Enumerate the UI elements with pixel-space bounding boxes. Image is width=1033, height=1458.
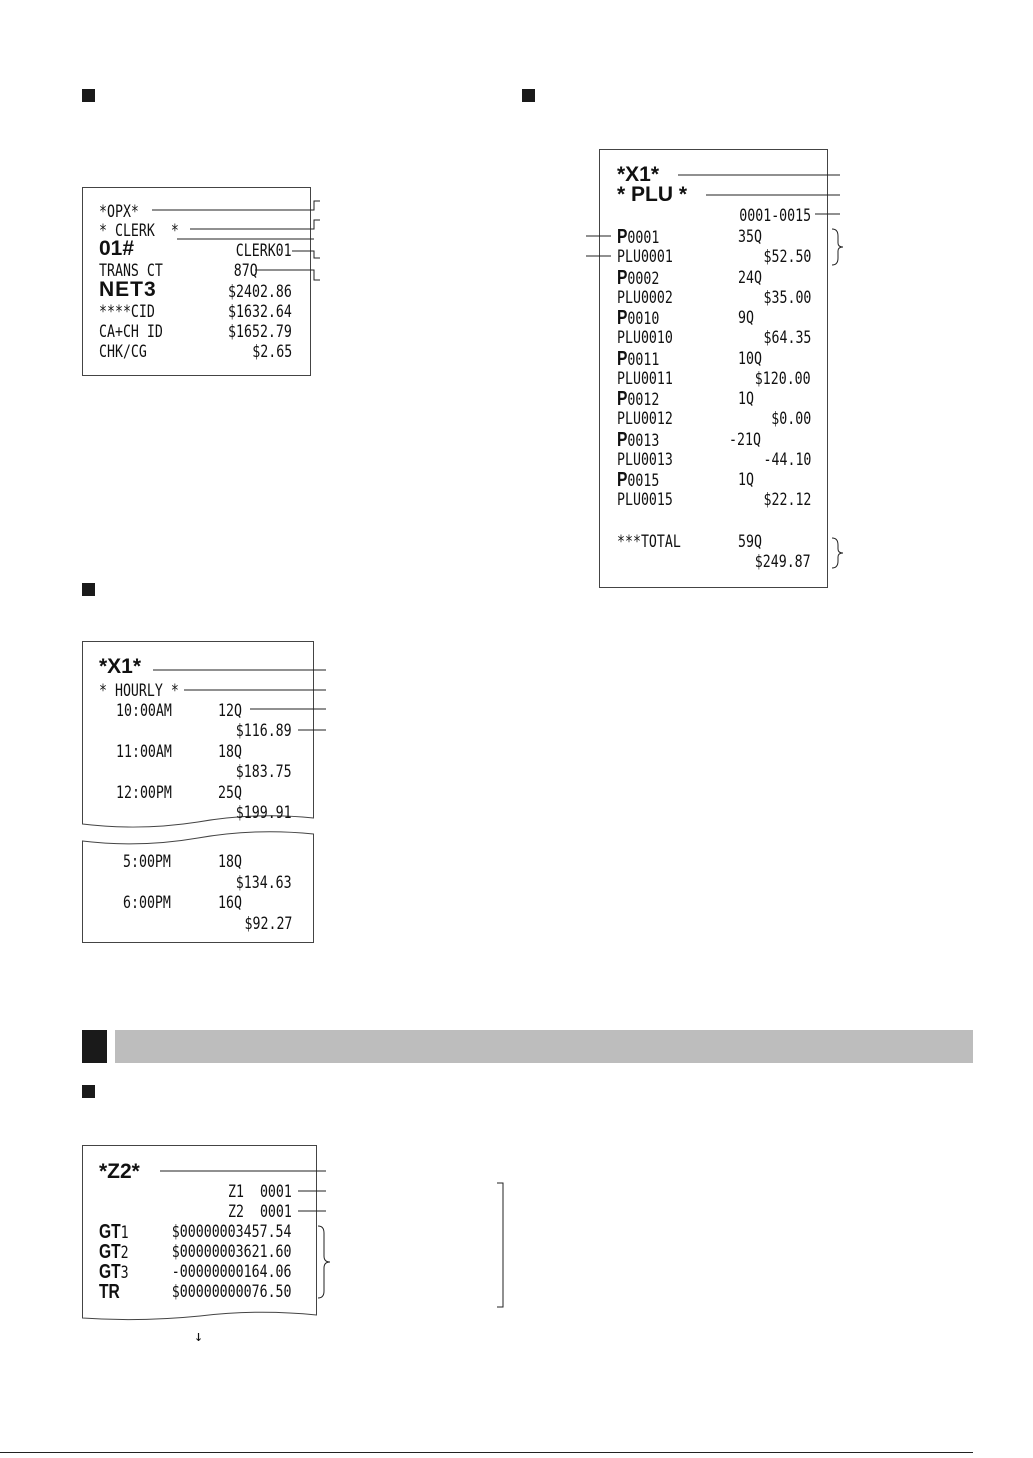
plu-item-name: PLU0015 bbox=[617, 490, 673, 510]
z2-header: *Z2* bbox=[99, 1160, 140, 1183]
z2-row-label-letters: GT bbox=[99, 1241, 121, 1263]
plu-total-label: ***TOTAL bbox=[617, 532, 681, 552]
z2-row-label-index: 3 bbox=[120, 1263, 129, 1283]
opx-row-value: $2402.86 bbox=[228, 282, 292, 302]
z2-row-label-letters: GT bbox=[99, 1221, 121, 1243]
plu-title: * PLU * bbox=[617, 183, 688, 206]
hourly-count: 16Q bbox=[218, 893, 242, 913]
z2-z2-counter: Z2 0001 bbox=[228, 1202, 292, 1222]
plu-item-amount: -44.10 bbox=[763, 450, 811, 470]
hourly-time: 10:00AM bbox=[116, 701, 172, 721]
hourly-count: 18Q bbox=[218, 852, 242, 872]
opx-row-label: NET3 bbox=[99, 278, 157, 301]
plu-item-amount: $64.35 bbox=[763, 328, 811, 348]
plu-item-qty: -21Q bbox=[729, 430, 761, 450]
opx-row-value: $1652.79 bbox=[228, 322, 292, 342]
opx-row-label: ****CID bbox=[99, 302, 155, 322]
plu-item-p-letter: P bbox=[617, 267, 628, 289]
plu-item-p-number: 0012 bbox=[627, 390, 660, 410]
opx-header: *OPX* bbox=[99, 202, 139, 222]
z2-row-label-letters: TR bbox=[99, 1281, 120, 1303]
hourly-count: 25Q bbox=[218, 783, 242, 803]
hourly-time: 5:00PM bbox=[123, 852, 171, 872]
plu-item-p-number: 0013 bbox=[627, 431, 660, 451]
z2-row-value: $00000003621.60 bbox=[172, 1242, 292, 1262]
z2-row-value: $00000000076.50 bbox=[172, 1282, 292, 1302]
plu-item-p-letter: P bbox=[617, 388, 628, 410]
opx-row-label: TRANS CT bbox=[99, 261, 163, 281]
plu-item-amount: $52.50 bbox=[763, 247, 811, 267]
hourly-count: 12Q bbox=[218, 701, 242, 721]
opx-row-label: CA+CH ID bbox=[99, 322, 163, 342]
plu-item-qty: 9Q bbox=[738, 308, 754, 328]
z2-z1-counter: Z1 0001 bbox=[228, 1182, 292, 1202]
opx-clerk-name: CLERK01 bbox=[236, 241, 292, 261]
opx-clerk-title: * CLERK * bbox=[99, 221, 179, 241]
plu-item-amount: $35.00 bbox=[763, 288, 811, 308]
hourly-title: * HOURLY * bbox=[99, 681, 179, 701]
plu-range: 0001-0015 bbox=[739, 206, 811, 226]
hourly-header: *X1* bbox=[99, 655, 142, 678]
hourly-amount: $92.27 bbox=[244, 914, 292, 934]
plu-item-p-number: 0010 bbox=[627, 309, 660, 329]
opx-row-value: 87Q bbox=[234, 261, 258, 281]
plu-item-p-number: 0015 bbox=[627, 471, 660, 491]
hourly-amount: $116.89 bbox=[236, 721, 292, 741]
plu-item-qty: 35Q bbox=[738, 227, 762, 247]
plu-item-p-letter: P bbox=[617, 469, 628, 491]
opx-row-value: $1632.64 bbox=[228, 302, 292, 322]
plu-item-p-number: 0002 bbox=[627, 269, 660, 289]
z2-row-label-index: 2 bbox=[120, 1243, 129, 1263]
plu-item-p-letter: P bbox=[617, 429, 628, 451]
plu-item-p-letter: P bbox=[617, 226, 628, 248]
plu-item-p-number: 0011 bbox=[627, 350, 660, 370]
plu-item-p-letter: P bbox=[617, 307, 628, 329]
z2-row-label-letters: GT bbox=[99, 1261, 121, 1283]
plu-item-name: PLU0011 bbox=[617, 369, 673, 389]
plu-item-name: PLU0013 bbox=[617, 450, 673, 470]
plu-item-name: PLU0002 bbox=[617, 288, 673, 308]
hourly-amount: $134.63 bbox=[236, 873, 292, 893]
plu-item-name: PLU0010 bbox=[617, 328, 673, 348]
plu-item-qty: 10Q bbox=[738, 349, 762, 369]
plu-item-amount: $120.00 bbox=[755, 369, 811, 389]
hourly-time: 6:00PM bbox=[123, 893, 171, 913]
opx-clerk-number: 01# bbox=[99, 237, 135, 260]
plu-item-qty: 1Q bbox=[738, 470, 754, 490]
opx-row-value: $2.65 bbox=[252, 342, 292, 362]
plu-item-amount: $0.00 bbox=[771, 409, 811, 429]
plu-item-name: PLU0012 bbox=[617, 409, 673, 429]
z2-row-value: $00000003457.54 bbox=[172, 1222, 292, 1242]
footer-rule bbox=[0, 1452, 973, 1453]
z2-row-value: -00000000164.06 bbox=[172, 1262, 292, 1282]
z2-row-label-index: 1 bbox=[120, 1223, 129, 1243]
hourly-amount: $199.91 bbox=[236, 803, 292, 823]
z2-arrow: ↓ bbox=[194, 1327, 204, 1345]
plu-total-qty: 59Q bbox=[738, 532, 762, 552]
hourly-amount: $183.75 bbox=[236, 762, 292, 782]
plu-item-qty: 1Q bbox=[738, 389, 754, 409]
plu-item-amount: $22.12 bbox=[763, 490, 811, 510]
hourly-count: 18Q bbox=[218, 742, 242, 762]
plu-item-qty: 24Q bbox=[738, 268, 762, 288]
plu-item-name: PLU0001 bbox=[617, 247, 673, 267]
hourly-time: 12:00PM bbox=[116, 783, 172, 803]
plu-item-p-letter: P bbox=[617, 348, 628, 370]
plu-item-p-number: 0001 bbox=[627, 228, 660, 248]
hourly-time: 11:00AM bbox=[116, 742, 172, 762]
plu-header: *X1* bbox=[617, 163, 660, 186]
opx-row-label: CHK/CG bbox=[99, 342, 147, 362]
plu-total-amount: $249.87 bbox=[755, 552, 811, 572]
